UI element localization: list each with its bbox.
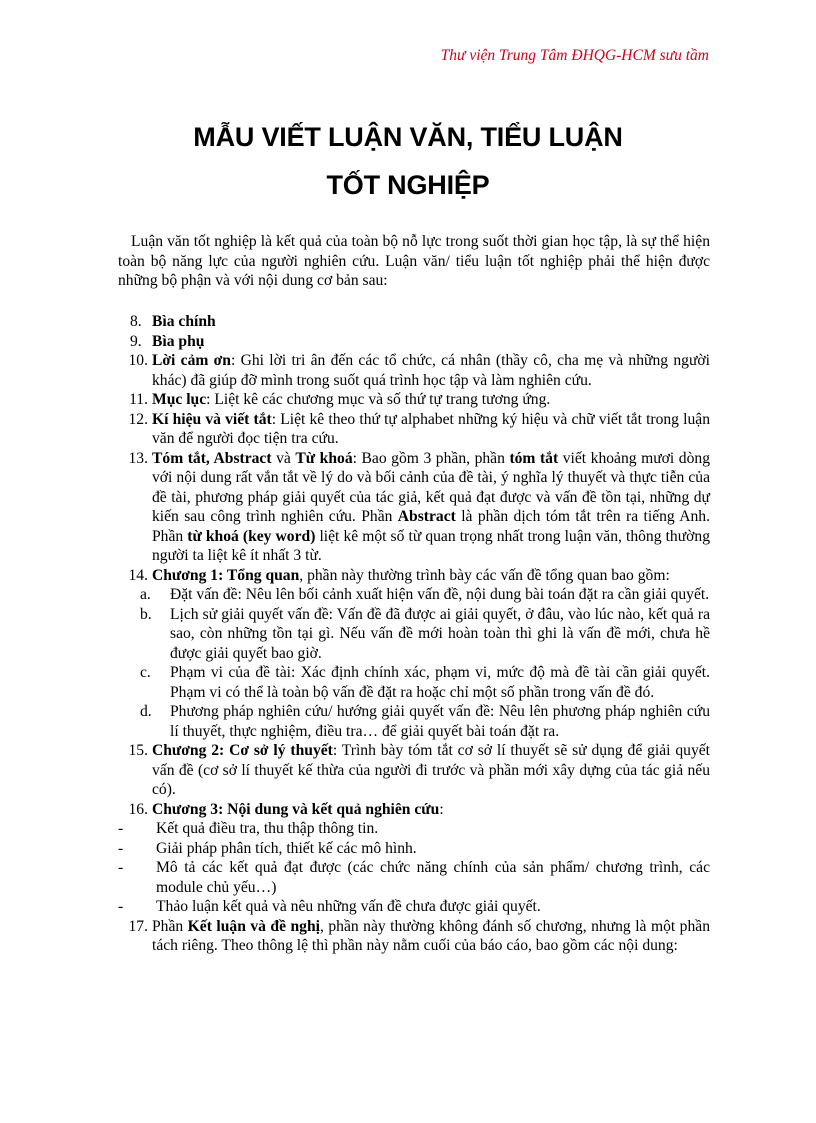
sub-letter: c.	[140, 664, 151, 681]
item-number: 15.	[128, 742, 148, 759]
library-header: Thư viện Trung Tâm ĐHQG-HCM sưu tầm	[440, 47, 709, 64]
sub-letter: a.	[140, 586, 151, 603]
item-heading: Kí hiệu và viết tắt	[152, 410, 272, 428]
dash-item	[118, 897, 710, 917]
item-number: 13.	[128, 449, 148, 467]
dash-bullet: -	[118, 898, 124, 915]
item-heading: Lời cảm ơn	[152, 352, 231, 369]
item-text: , phần này thường không đánh số chương, nhưng là một phần tách riêng. Theo thông lệ thì phần này nằm cuối của báo cáo, bao gồm các nội dung:	[152, 917, 710, 954]
sub-text: Đặt vấn đề: Nêu lên bối cảnh xuất hiện vấn đề, nội dung bài toán đặt ra cần giải quyết.	[170, 586, 710, 603]
sub-text: Lịch sử giải quyết vấn đề: Vấn đề đã được ai giải quyết, ở đâu, vào lúc nào, kết quả ra sao, còn những tồn tại gì. Nếu vấn đề mới hoàn toàn thì ghi là vấn đề mới, chưa hề được giải quyết bao giờ.	[170, 605, 710, 662]
sub-text: Phạm vi của đề tài: Xác định chính xác, phạm vi, mức độ mà đề tài cần giải quyết. Phạm vi có thể là toàn bộ vấn đề đặt ra hoặc chỉ một số phần trong vấn đề đó.	[170, 664, 710, 701]
dash-item	[118, 819, 710, 839]
sub-letter: b.	[140, 605, 152, 623]
item-text: viết khoảng mươi dòng với nội dung rất vắn tắt về lý do và bối cảnh của đề tài, ý nghĩa lý thuyết và thực tiễn của đề tài, phương pháp giải quyết của tác giả, kết quả đạt được và vấn đề tồn tại, những dự kiến sau công trình nghiên cứu. Phần	[152, 449, 710, 525]
item-text: và	[271, 449, 296, 467]
item-number: 14.	[128, 566, 148, 584]
item-number: 10.	[128, 352, 148, 369]
item-text: : Liệt kê các chương mục và số thứ tự trang tương ứng.	[206, 391, 551, 408]
item-number: 17.	[128, 917, 148, 935]
item-heading: Chương 3: Nội dung và kết quả nghiên cứu	[152, 800, 440, 818]
list-item-15	[118, 741, 710, 800]
list-item-9	[118, 332, 710, 352]
intro-paragraph: Luận văn tốt nghiệp là kết quả của toàn bộ nỗ lực trong suốt thời gian học tập, là sự thể hiện toàn bộ năng lực của người nghiên cứu. Luận văn/ tiểu luận tốt nghiệp phải thể hiện được những bộ phận và với nội dung cơ bản sau:	[118, 233, 710, 289]
item-text: liệt kê một số từ quan trọng nhất trong luận văn, thông thường người ta liệt kê ít nhất 3 từ.	[152, 527, 710, 564]
item-text: Phần	[152, 917, 188, 935]
sub-text: Phương pháp nghiên cứu/ hướng giải quyết vấn đề: Nêu lên phương pháp nghiên cứu lí thuyết, thực nghiệm, điều tra… để giải quyết bài toán đặt ra.	[170, 703, 710, 740]
item-term: Abstract	[397, 508, 456, 525]
page-title-line1: MẪU VIẾT LUẬN VĂN, TIỂU LUẬN	[193, 122, 623, 152]
dash-text: Kết quả điều tra, thu thập thông tin.	[156, 820, 379, 837]
item-heading: Từ khoá	[295, 449, 353, 467]
item-number: 12.	[128, 410, 148, 428]
item-text: :	[439, 800, 444, 818]
dash-text: Thảo luận kết quả và nêu những vấn đề chưa được giải quyết.	[156, 898, 541, 915]
item-heading: Mục lục	[152, 391, 207, 408]
list-item-14	[118, 566, 710, 586]
sub-item-a	[118, 585, 710, 605]
list-item-13	[118, 449, 710, 566]
item-term: từ khoá (key word)	[187, 527, 316, 545]
section-list	[118, 312, 710, 956]
sub-item-b	[118, 605, 710, 664]
sub-item-c	[118, 663, 710, 702]
item-heading: Kết luận và đề nghị	[187, 917, 320, 935]
dash-bullet: -	[118, 839, 124, 857]
item-heading: Tóm tắt, Abstract	[152, 449, 272, 467]
list-item-11	[118, 390, 710, 410]
item-heading: Chương 2: Cơ sở lý thuyết	[152, 742, 333, 759]
item-text: là phần dịch tóm tắt trên ra tiếng Anh. Phần	[152, 508, 710, 545]
item-number: 9.	[130, 332, 142, 350]
item-text: : Liệt kê theo thứ tự alphabet những ký hiệu và chữ viết tắt trong luận văn để người đọc tiện tra cứu.	[152, 410, 710, 447]
item-number: 8.	[130, 313, 142, 330]
page-title-line2: TỐT NGHIỆP	[326, 170, 490, 200]
item-text: : Bao gồm 3 phần, phần	[352, 449, 510, 467]
list-item-12	[118, 410, 710, 449]
dash-item	[118, 858, 710, 897]
sub-letter: d.	[140, 703, 152, 720]
list-item-16	[118, 800, 710, 820]
dash-text: Mô tả các kết quả đạt được (các chức năng chính của sản phẩm/ chương trình, các module chủ yếu…)	[156, 859, 710, 896]
item-heading: Bìa chính	[152, 313, 216, 330]
dash-bullet: -	[118, 859, 124, 876]
list-item-10	[118, 351, 710, 390]
list-item-17	[118, 917, 710, 956]
item-text: : Ghi lời tri ân đến các tổ chức, cá nhân (thầy cô, cha mẹ và những người khác) đã giúp đỡ mình trong suốt quá trình học tập và làm nghiên cứu.	[152, 352, 710, 389]
item-number: 11.	[129, 391, 148, 408]
item-number: 16.	[128, 800, 148, 818]
item-heading: Chương 1: Tổng quan	[152, 566, 300, 584]
item-heading: Bìa phụ	[152, 332, 205, 350]
dash-bullet: -	[118, 820, 124, 837]
item-text: : Trình bày tóm tắt cơ sở lí thuyết sẽ sử dụng để giải quyết vấn đề (cơ sở lí thuyết kế thừa của người đi trước và phần mới xây dựng của tác giả nếu có).	[152, 742, 710, 798]
item-text: , phần này thường trình bày các vấn đề tổng quan bao gồm:	[299, 566, 670, 584]
sub-item-d	[118, 702, 710, 741]
item-term: tóm tắt	[509, 449, 559, 467]
dash-text: Giải pháp phân tích, thiết kế các mô hình.	[156, 839, 417, 857]
list-item-8	[118, 312, 710, 332]
dash-item	[118, 839, 710, 859]
